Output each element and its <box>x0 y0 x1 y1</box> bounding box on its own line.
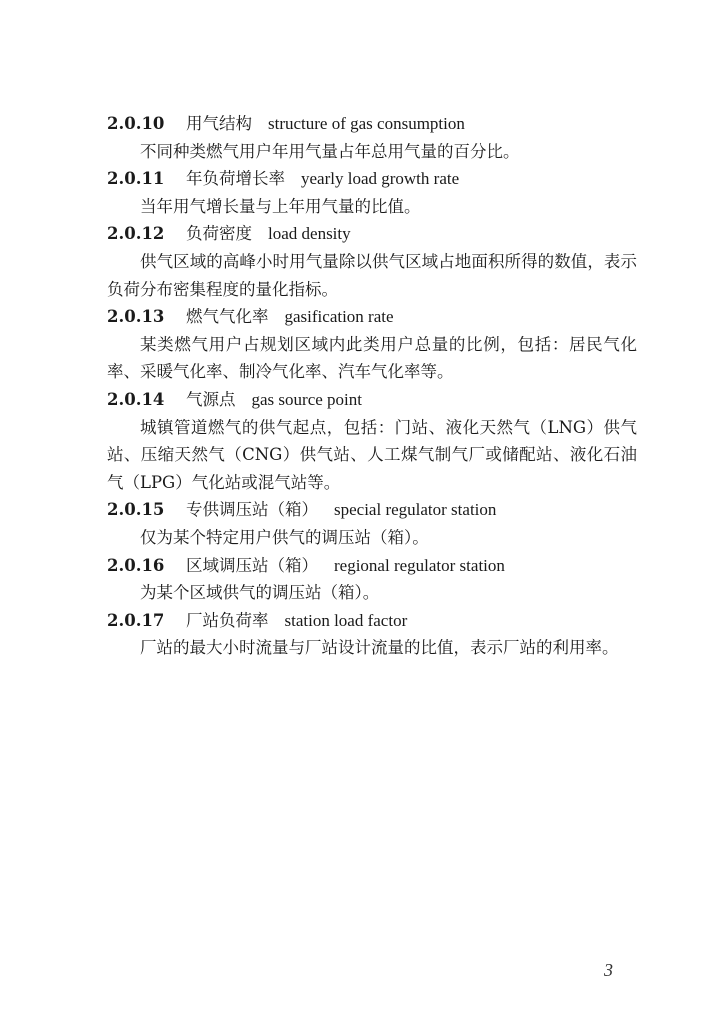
term-number: 2.0.15 <box>107 500 165 520</box>
term-number: 2.0.12 <box>107 224 165 244</box>
term-chinese: 用气结构 <box>186 114 252 133</box>
term-definition: 为某个区域供气的调压站（箱）。 <box>140 583 380 603</box>
term-entry <box>107 303 637 386</box>
term-english: yearly load growth rate <box>301 169 460 189</box>
term-entry <box>107 552 637 607</box>
term-chinese: 年负荷增长率 <box>186 169 285 189</box>
term-chinese: 厂站负荷率 <box>186 610 269 630</box>
term-definition: 厂站的最大小时流量与厂站设计流量的比值，表示厂站的利用率。 <box>140 638 619 658</box>
term-entry <box>107 496 637 551</box>
term-number: 2.0.16 <box>107 555 165 575</box>
term-heading <box>107 220 637 248</box>
term-number: 2.0.14 <box>107 389 165 409</box>
term-number: 2.0.11 <box>107 169 165 189</box>
term-definition: 仅为某个特定用户供气的调压站（箱）。 <box>140 527 429 547</box>
terms-list <box>107 110 637 662</box>
term-heading <box>107 607 637 635</box>
term-definition: 城镇管道燃气的供气起点，包括：门站、液化天然气（LNG）供气站、压缩天然气（CNG）供气站、人工煤气制气厂或储配站、液化石油气（LPG）气化站或混气站等。 <box>107 417 637 492</box>
term-definition: 供气区域的高峰小时用气量除以供气区域占地面积所得的数值，表示负荷分布密集程度的量化指标。 <box>107 251 637 299</box>
term-chinese: 负荷密度 <box>186 224 252 244</box>
page-number: 3 <box>604 960 613 980</box>
term-number: 2.0.13 <box>107 307 165 327</box>
term-definition: 不同种类燃气用户年用气量占年总用气量的百分比。 <box>140 141 520 161</box>
term-entry <box>107 165 637 220</box>
term-heading <box>107 552 637 580</box>
term-english: structure of gas consumption <box>268 114 465 133</box>
term-entry <box>107 110 637 165</box>
term-heading <box>107 496 637 524</box>
term-english: special regulator station <box>334 500 497 520</box>
term-heading <box>107 165 637 193</box>
term-english: load density <box>268 224 351 244</box>
term-chinese: 区域调压站（箱） <box>186 555 318 575</box>
term-heading <box>107 386 637 414</box>
term-english: gas source point <box>251 389 362 409</box>
term-definition: 某类燃气用户占规划区域内此类用户总量的比例，包括：居民气化率、采暖气化率、制冷气化率、汽车气化率等。 <box>107 334 637 382</box>
term-english: station load factor <box>284 610 408 630</box>
term-entry <box>107 220 637 303</box>
term-heading <box>107 110 637 138</box>
term-number: 2.0.10 <box>107 114 165 133</box>
term-chinese: 气源点 <box>186 389 236 409</box>
term-chinese: 燃气气化率 <box>186 307 269 327</box>
term-number: 2.0.17 <box>107 610 165 630</box>
term-heading <box>107 303 637 331</box>
term-chinese: 专供调压站（箱） <box>186 500 318 520</box>
term-entry <box>107 607 637 662</box>
term-definition: 当年用气增长量与上年用气量的比值。 <box>140 196 421 216</box>
term-entry <box>107 386 637 496</box>
term-english: regional regulator station <box>334 555 505 575</box>
term-english: gasification rate <box>284 307 394 327</box>
